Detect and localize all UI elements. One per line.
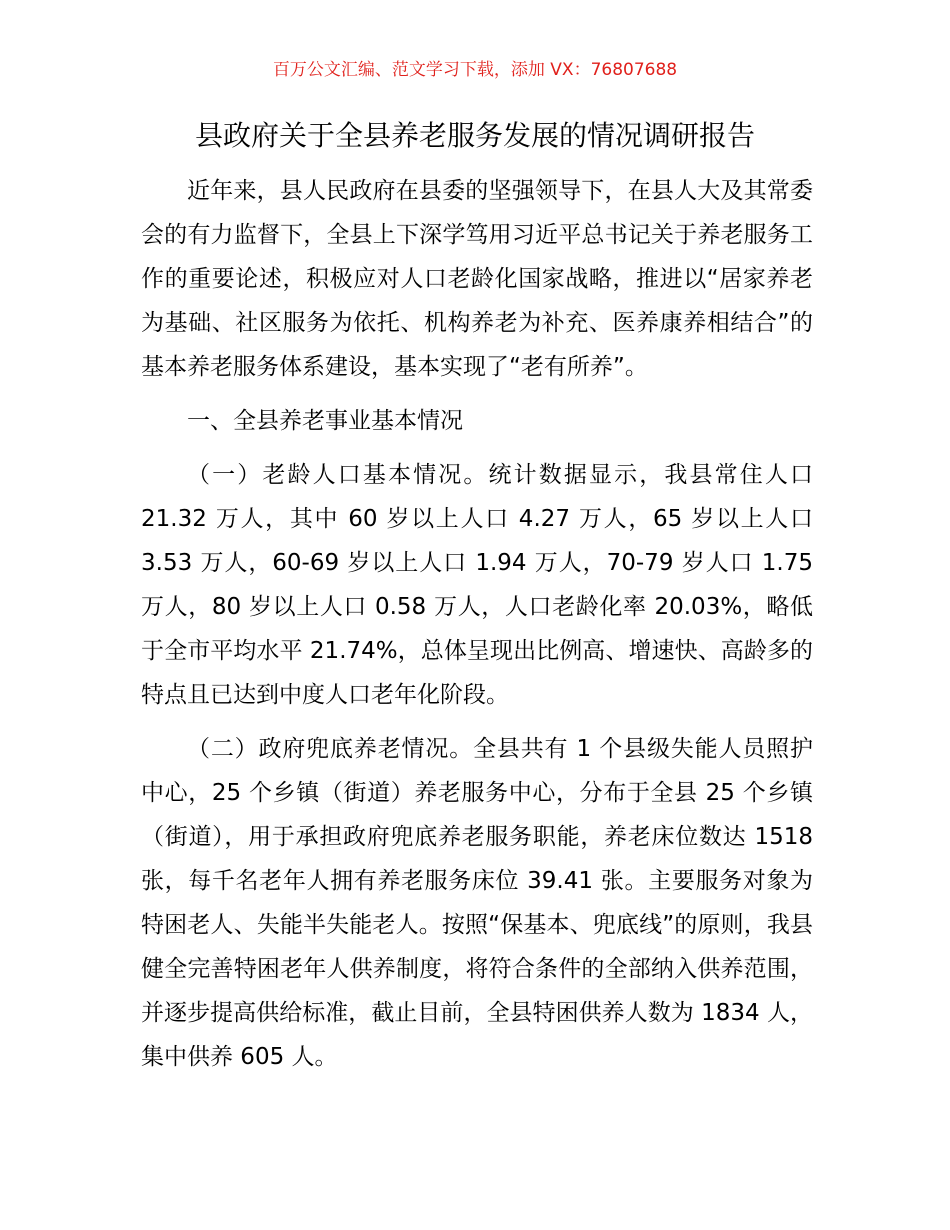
document-body (141, 169, 813, 1079)
section-heading-1: 一、全县养老事业基本情况 (187, 408, 463, 434)
paragraph-government-care: （二）政府兜底养老情况。全县共有 1 个县级失能人员照护中心，25 个乡镇（街道）养老服务中心，分布于全县 25 个乡镇（街道），用于承担政府兜底养老服务职能，养老床位数达 1518 张，每千名老年人拥有养老服务床位 39.41 张。主要服务对象为特困老人、失能半失能老人。按照“保基本、兜底线”的原则，我县健全完善特困老年人供养制度，将符合条件的全部纳入供养范围，并逐步提高供给标准，截止目前，全县特困供养人数为 1834 人，集中供养 605 人。 (141, 736, 813, 1070)
intro-paragraph: 近年来，县人民政府在县委的坚强领导下，在县人大及其常委会的有力监督下，全县上下深学笃用习近平总书记关于养老服务工作的重要论述，积极应对人口老龄化国家战略，推进以“居家养老为基础、社区服务为依托、机构养老为补充、医养康养相结合”的基本养老服务体系建设，基本实现了“老有所养”。 (141, 178, 813, 380)
header-banner: 百万公文汇编、范文学习下载，添加 VX：76807688 (272, 60, 678, 80)
document-title: 县政府关于全县养老服务发展的情况调研报告 (194, 119, 755, 152)
paragraph-elderly-population: （一）老龄人口基本情况。统计数据显示，我县常住人口 21.32 万人，其中 60 岁以上人口 4.27 万人，65 岁以上人口 3.53 万人，60-69 岁以上人口 1.94 万人，70-79 岁人口 1.75 万人，80 岁以上人口 0.58 万人，人口老龄化率 20.03%，略低于全市平均水平 21.74%，总体呈现出比例高、增速快、高龄多的特点且已达到中度人口老年化阶段。 (141, 462, 813, 708)
